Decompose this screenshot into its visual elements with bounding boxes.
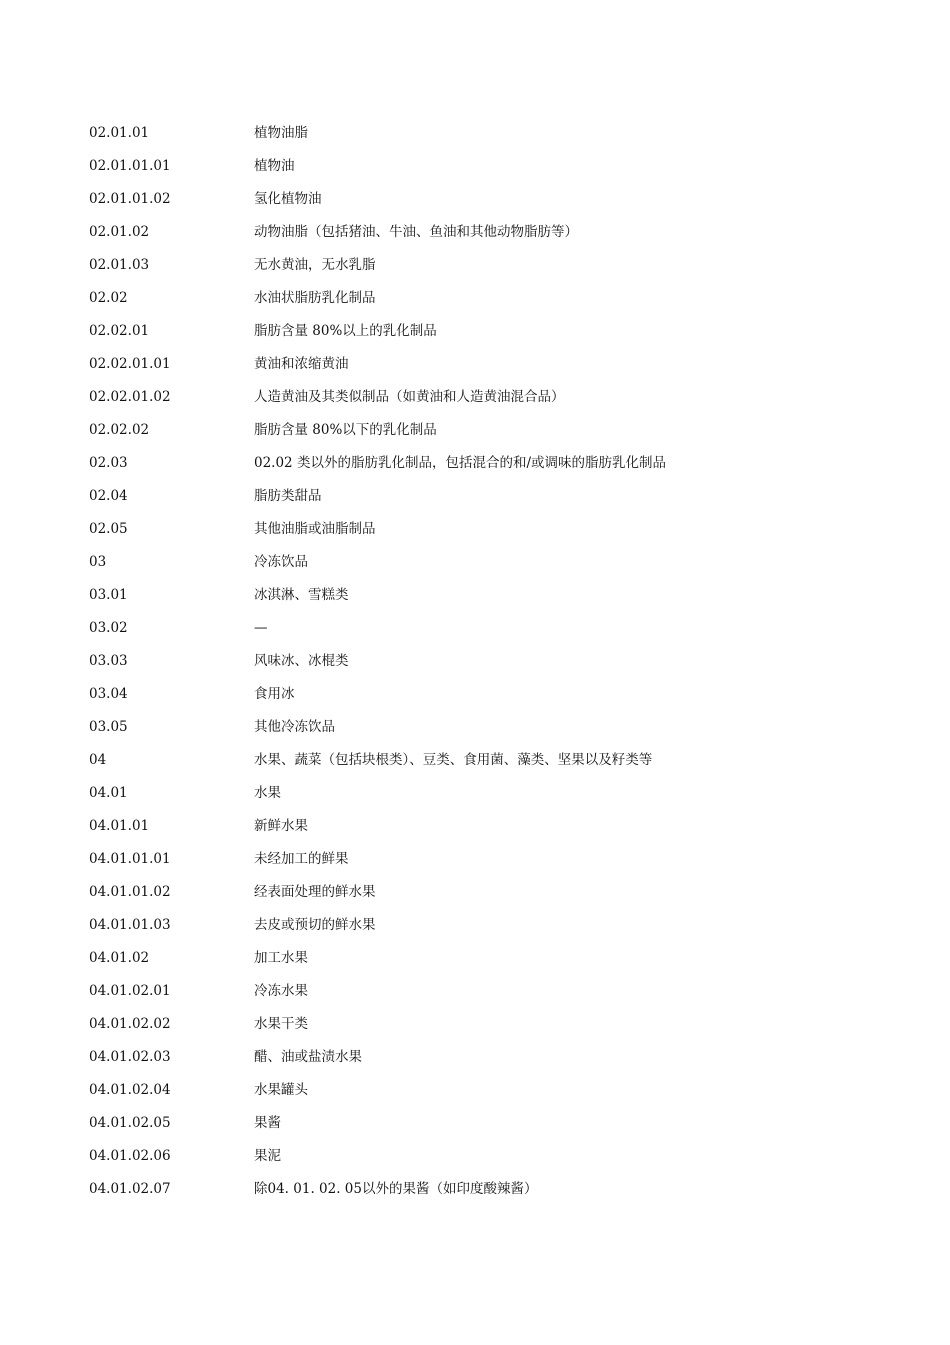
table-row	[89, 942, 869, 975]
category-name: 人造黄油及其类似制品（如黄油和人造黄油混合品）	[254, 388, 565, 405]
category-code: 02.02.01.02	[89, 388, 171, 405]
category-name: 水果干类	[254, 1015, 308, 1032]
category-code: 04.01.02	[89, 949, 150, 966]
category-name: 脂肪含量 80%以上的乳化制品	[254, 322, 437, 339]
category-code: 02.02.02	[89, 421, 150, 438]
category-name: 新鲜水果	[254, 817, 308, 834]
table-row	[89, 777, 869, 810]
table-row	[89, 711, 869, 744]
category-code: 04	[89, 751, 107, 768]
category-name: 未经加工的鲜果	[254, 850, 349, 867]
category-name: 脂肪含量 80%以下的乳化制品	[254, 421, 437, 438]
category-code: 02.02	[89, 289, 128, 306]
category-code: 04.01.02.07	[89, 1180, 171, 1197]
table-row	[89, 975, 869, 1008]
category-name: 冰淇淋、雪糕类	[254, 586, 349, 603]
table-row	[89, 447, 869, 480]
table-row	[89, 678, 869, 711]
category-code: 04.01.02.06	[89, 1147, 171, 1164]
category-name: 风味冰、冰棍类	[254, 652, 349, 669]
category-name: 脂肪类甜品	[254, 487, 322, 504]
table-row	[89, 876, 869, 909]
category-code: 04.01.01	[89, 817, 150, 834]
category-name: 其他油脂或油脂制品	[254, 520, 376, 537]
category-name: 醋、油或盐渍水果	[254, 1048, 362, 1065]
category-code: 03.02	[89, 619, 128, 636]
category-code: 04.01.02.01	[89, 982, 171, 999]
category-name: 动物油脂（包括猪油、牛油、鱼油和其他动物脂肪等）	[254, 223, 578, 240]
category-code: 03.01	[89, 586, 128, 603]
category-code: 03.03	[89, 652, 128, 669]
category-code: 02.05	[89, 520, 128, 537]
table-row	[89, 1140, 869, 1173]
category-name: 02.02 类以外的脂肪乳化制品，包括混合的和/或调味的脂肪乳化制品	[254, 454, 666, 471]
table-row	[89, 579, 869, 612]
category-name: 冷冻水果	[254, 982, 308, 999]
category-code: 03	[89, 553, 107, 570]
table-row	[89, 1074, 869, 1107]
table-row	[89, 843, 869, 876]
category-name: 水油状脂肪乳化制品	[254, 289, 376, 306]
category-code: 04.01.02.05	[89, 1114, 171, 1131]
category-name: 水果	[254, 784, 281, 801]
category-name: 黄油和浓缩黄油	[254, 355, 349, 372]
table-row	[89, 612, 869, 645]
category-code: 02.01.03	[89, 256, 150, 273]
category-name: 加工水果	[254, 949, 308, 966]
table-row	[89, 1107, 869, 1140]
table-row	[89, 1041, 869, 1074]
table-row	[89, 216, 869, 249]
table-row	[89, 744, 869, 777]
category-code: 02.04	[89, 487, 128, 504]
table-row	[89, 909, 869, 942]
table-row	[89, 150, 869, 183]
category-name: 食用冰	[254, 685, 295, 702]
category-name: 去皮或预切的鲜水果	[254, 916, 376, 933]
category-name: 无水黄油，无水乳脂	[254, 256, 376, 273]
category-name: 植物油脂	[254, 124, 308, 141]
category-name: 除04. 01. 02. 05以外的果酱（如印度酸辣酱）	[254, 1180, 538, 1197]
category-table	[89, 117, 869, 1206]
category-name: 植物油	[254, 157, 295, 174]
category-code: 04.01	[89, 784, 128, 801]
category-code: 04.01.01.02	[89, 883, 171, 900]
category-name: 果泥	[254, 1147, 281, 1164]
category-code: 03.05	[89, 718, 128, 735]
table-row	[89, 414, 869, 447]
table-row	[89, 1008, 869, 1041]
category-name: —	[254, 619, 268, 636]
category-code: 04.01.01.03	[89, 916, 171, 933]
category-name: 经表面处理的鲜水果	[254, 883, 376, 900]
table-row	[89, 381, 869, 414]
category-code: 02.01.01	[89, 124, 150, 141]
table-row	[89, 480, 869, 513]
category-code: 02.01.02	[89, 223, 150, 240]
category-code: 02.03	[89, 454, 128, 471]
category-code: 04.01.02.04	[89, 1081, 171, 1098]
table-row	[89, 513, 869, 546]
table-row	[89, 645, 869, 678]
category-code: 02.02.01.01	[89, 355, 171, 372]
category-name: 氢化植物油	[254, 190, 322, 207]
table-row	[89, 117, 869, 150]
table-row	[89, 183, 869, 216]
table-row	[89, 315, 869, 348]
category-name: 水果罐头	[254, 1081, 308, 1098]
category-name: 其他冷冻饮品	[254, 718, 335, 735]
category-code: 04.01.02.03	[89, 1048, 171, 1065]
table-row	[89, 1173, 869, 1206]
category-name: 冷冻饮品	[254, 553, 308, 570]
table-row	[89, 249, 869, 282]
category-code: 03.04	[89, 685, 128, 702]
category-code: 02.02.01	[89, 322, 150, 339]
category-code: 02.01.01.01	[89, 157, 171, 174]
table-row	[89, 546, 869, 579]
category-code: 02.01.01.02	[89, 190, 171, 207]
table-row	[89, 348, 869, 381]
category-name: 水果、蔬菜（包括块根类）、豆类、食用菌、藻类、坚果以及籽类等	[254, 751, 653, 768]
category-code: 04.01.01.01	[89, 850, 171, 867]
category-name: 果酱	[254, 1114, 281, 1131]
table-row	[89, 810, 869, 843]
table-row	[89, 282, 869, 315]
category-code: 04.01.02.02	[89, 1015, 171, 1032]
